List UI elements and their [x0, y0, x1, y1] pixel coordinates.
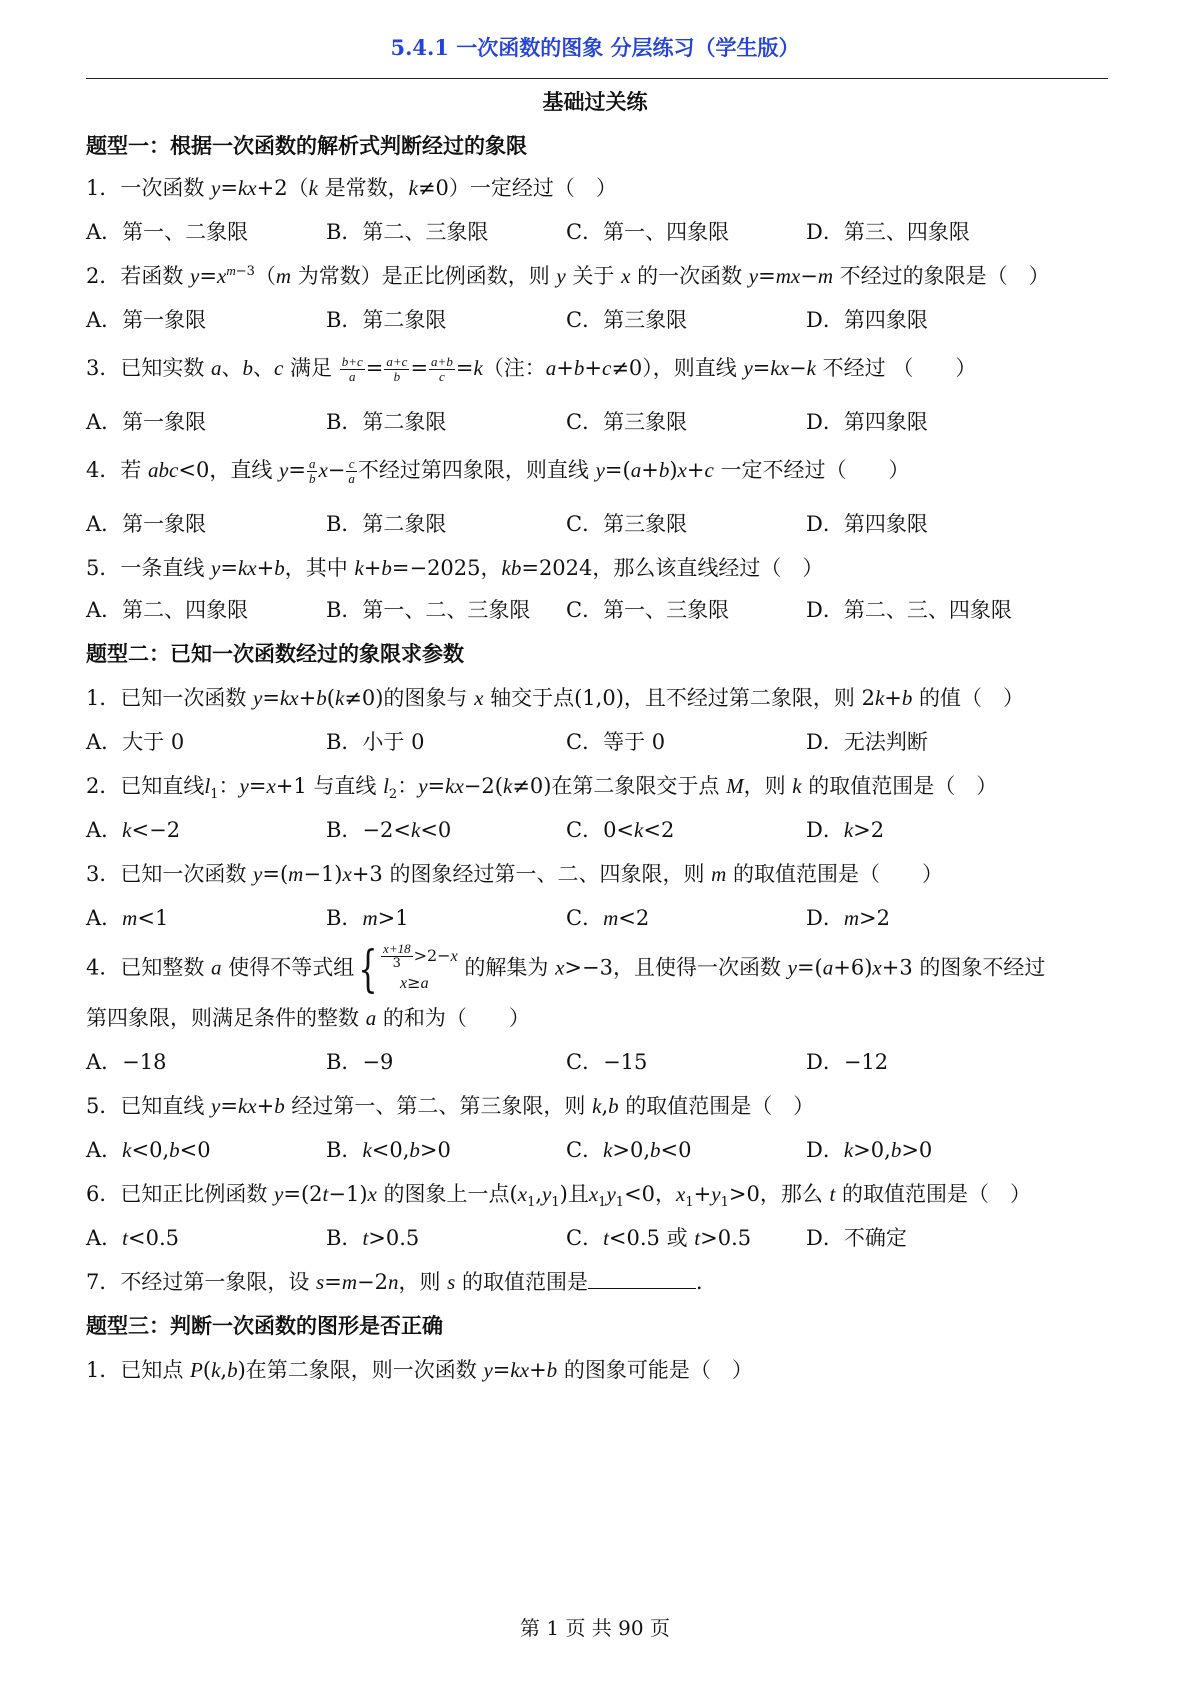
- level-heading: 基础过关练: [542, 89, 648, 114]
- s1-q1-option-b: B．第二、三象限: [326, 220, 489, 244]
- s2-q6-option-a: A．t<0.5: [86, 1226, 180, 1250]
- document-title: 5.4.1 一次函数的图象 分层练习（学生版）: [390, 35, 800, 60]
- s2-q1-option-c: C．等于 0: [566, 730, 666, 754]
- s2-q5-stem: 5．已知直线 y=kx+b 经过第一、第二、第三象限，则 k,b 的取值范围是（ ）: [86, 1094, 815, 1118]
- s1-q5-stem: 5．一条直线 y=kx+b，其中 k+b=−2025，kb=2024，那么该直线经过（ ）: [86, 556, 824, 580]
- s1-q3-option-b: B．第二象限: [326, 410, 447, 434]
- s2-q4-option-c: C．−15: [566, 1050, 648, 1074]
- s2-q6-option-c: C．t<0.5 或 t>0.5: [566, 1226, 752, 1250]
- s1-q1-stem: 1．一次函数 y=kx+2（k 是常数，k≠0）一定经过（ ）: [86, 176, 617, 200]
- s1-q4-option-a: A．第一象限: [86, 512, 207, 536]
- s2-q5-option-b: B．k<0,b>0: [326, 1138, 451, 1162]
- s2-q2-option-a: A．k<−2: [86, 818, 181, 842]
- s1-q2-stem: 2．若函数 $y=x^{m-3}(m$ 为常数）是正比例函数，则 y 关于 x 的一次函数 y=mx−m 不经过的象限是（ ）: [86, 263, 1050, 288]
- s1-q2-option-d: D．第四象限: [806, 308, 928, 332]
- s1-q1-option-a: A．第一、二象限: [86, 220, 249, 244]
- page-footer: 第 1 页 共 90 页: [520, 1616, 670, 1640]
- s2-q6-option-b: B．t>0.5: [326, 1226, 420, 1250]
- s2-q2-option-b: B．−2<k<0: [326, 818, 452, 842]
- s2-q4-stem: 4．已知整数 a 使得不等式组{ $\frac{x+18}{3}$ >2−x x≥a 的解集为 x>−3，且使得一次函数 y=(a+6)x+3 的图象不经过: [86, 940, 1046, 998]
- s2-q2-option-d: D．k>2: [806, 818, 885, 842]
- s2-q3-option-a: A．m<1: [86, 906, 169, 930]
- s1-q4-option-d: D．第四象限: [806, 512, 928, 536]
- section-3-heading: 题型三：判断一次函数的图形是否正确: [86, 1313, 443, 1338]
- fraction: $\frac{a+b}{c}$: [431, 354, 453, 384]
- s2-q2-option-c: C．0<k<2: [566, 818, 675, 842]
- s1-q3-stem: 3．已知实数 a、b、c 满足 $\frac{b+c}{a}$ = $\frac{a+c}{b}$ = $\frac{a+b}{c}$ =k（注：a+b+c≠0），则直线 y=kx−k 不经过 （ ）: [86, 354, 977, 384]
- s1-q4-option-b: B．第二象限: [326, 512, 447, 536]
- section-2-heading: 题型二：已知一次函数经过的象限求参数: [86, 641, 464, 666]
- s2-q1-option-a: A．大于 0: [86, 730, 185, 754]
- s2-q5-option-c: C．k>0,b<0: [566, 1138, 692, 1162]
- s1-q4-stem: 4．若 abc<0，直线 y= $\frac{a}{b}$ x− $\frac{c}{a}$ 不经过第四象限，则直线 y=(a+b)x+c 一定不经过（ ）: [86, 456, 910, 486]
- s2-q7-stem: 7．不经过第一象限，设 s=m−2n，则 s 的取值范围是 ．: [86, 1270, 718, 1294]
- fraction: $\frac{b+c}{a}$: [341, 354, 363, 384]
- fraction: $\frac{a}{b}$: [308, 456, 316, 486]
- s1-q5-option-b: B．第一、二、三象限: [326, 598, 531, 622]
- s2-q4-stem-cont: 第四象限，则满足条件的整数 a 的和为（ ）: [86, 1006, 530, 1030]
- fraction: $\frac{x+18}{3}$: [383, 941, 411, 971]
- s2-q5-option-a: A．k<0,b<0: [86, 1138, 211, 1162]
- section-1-heading: 题型一：根据一次函数的解析式判断经过的象限: [86, 133, 527, 158]
- s2-q1-stem: 1．已知一次函数 y=kx+b(k≠0)的图象与 x 轴交于点(1,0)，且不经过第二象限，则 2k+b 的值（ ）: [86, 686, 1025, 710]
- fraction: $\frac{c}{a}$: [348, 456, 355, 486]
- s2-q3-stem: 3．已知一次函数 y=(m−1)x+3 的图象经过第一、二、四象限，则 m 的取值范围是（ ）: [86, 862, 943, 886]
- s1-q4-option-c: C．第三象限: [566, 512, 688, 536]
- inequality-system: $\frac{x+18}{3}$ >2−x x≥a: [383, 941, 458, 992]
- s3-q1-stem: 1．已知点 P(k,b)在第二象限，则一次函数 y=kx+b 的图象可能是（ ）: [86, 1358, 753, 1382]
- s1-q3-option-a: A．第一象限: [86, 410, 207, 434]
- fraction: $\frac{a+c}{b}$: [386, 354, 408, 384]
- header-divider: [86, 78, 1108, 79]
- s2-q1-option-d: D．无法判断: [806, 730, 928, 754]
- system-brace: {: [358, 940, 378, 998]
- s2-q6-option-d: D．不确定: [806, 1226, 907, 1250]
- s1-q1-option-c: C．第一、四象限: [566, 220, 730, 244]
- s1-q2-option-b: B．第二象限: [326, 308, 447, 332]
- s2-q3-option-c: C．m<2: [566, 906, 650, 930]
- s1-q2-option-c: C．第三象限: [566, 308, 688, 332]
- s2-q5-option-d: D．k>0,b>0: [806, 1138, 933, 1162]
- s2-q3-option-b: B．m>1: [326, 906, 409, 930]
- s1-q5-option-d: D．第二、三、四象限: [806, 598, 1012, 622]
- s2-q4-option-b: B．−9: [326, 1050, 394, 1074]
- s1-q2-option-a: A．第一象限: [86, 308, 207, 332]
- s1-q5-option-c: C．第一、三象限: [566, 598, 730, 622]
- s1-q1-option-d: D．第三、四象限: [806, 220, 970, 244]
- s1-q5-option-a: A．第二、四象限: [86, 598, 249, 622]
- s2-q1-option-b: B．小于 0: [326, 730, 425, 754]
- s1-q3-option-d: D．第四象限: [806, 410, 928, 434]
- s1-q3-option-c: C．第三象限: [566, 410, 688, 434]
- s2-q4-option-d: D．−12: [806, 1050, 889, 1074]
- s2-q6-stem: 6．已知正比例函数 y=(2t−1)x 的图象上一点$(x_1,y_1)$且$x_1y_1<0$，$x_1+y_1>0$，那么 t 的取值范围是（ ）: [86, 1182, 1032, 1211]
- answer-blank[interactable]: [588, 1268, 696, 1289]
- s2-q3-option-d: D．m>2: [806, 906, 890, 930]
- s2-q2-stem: 2．已知直线$l_1$：y=x+1 与直线 $l_2$：y=kx−2(k≠0)在第二象限交于点 M，则 k 的取值范围是（ ）: [86, 774, 998, 803]
- s2-q4-option-a: A．−18: [86, 1050, 167, 1074]
